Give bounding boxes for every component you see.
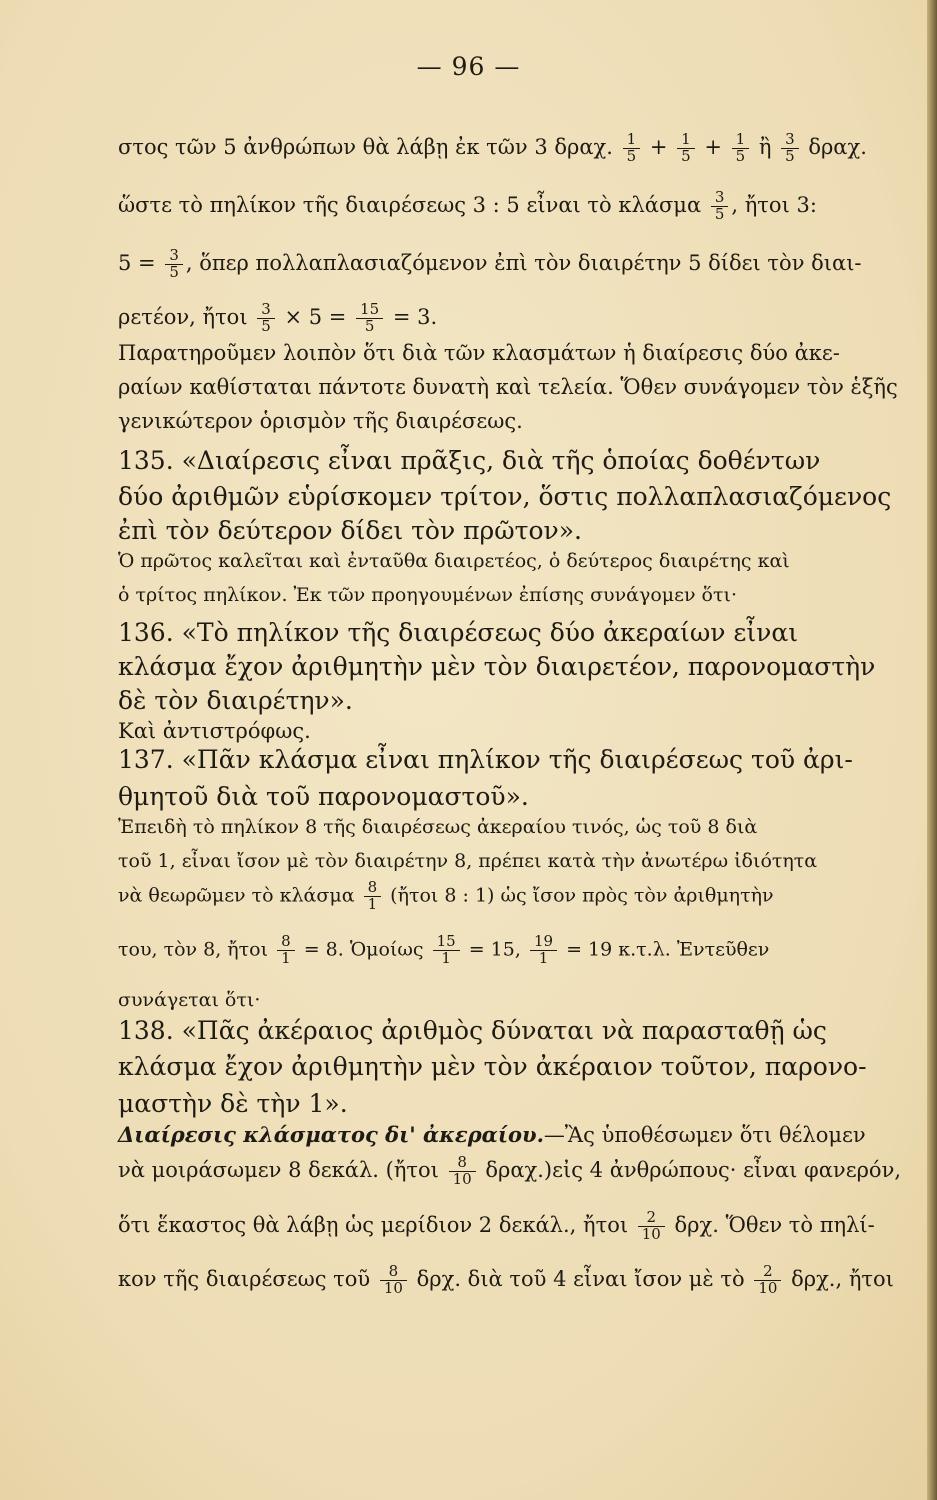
fraction xyxy=(530,934,557,967)
text-run: —Ἂς ὑποθέσωμεν ὅτι θέλομεν xyxy=(543,1123,866,1147)
fraction-numerator: 3 xyxy=(711,190,729,207)
text-run: , ἤτοι 3: xyxy=(731,192,817,217)
text-run: κλάσμα ἔχον ἀριθμητὴν μὲν τὸν διαιρετέον, παρονομαστὴν xyxy=(118,652,876,681)
text-run: δρχ., ἤτοι xyxy=(784,1266,894,1291)
text-run: 136. «Τὸ πηλίκον τῆς διαιρέσεως δύο ἀκεραίων εἶναι xyxy=(118,618,799,647)
fraction xyxy=(781,132,799,165)
text-line xyxy=(118,586,737,605)
text-run: κλάσμα ἔχον ἀριθμητὴν μὲν τὸν ἀκέραιον τοῦτον, παρονο- xyxy=(118,1052,867,1081)
text-run: ραίων καθίσταται πάντοτε δυνατὴ καὶ τελεία. Ὅθεν συνάγομεν τὸν ἑξῆς xyxy=(118,375,898,399)
text-line xyxy=(118,1091,348,1116)
text-line xyxy=(118,784,529,809)
fraction-denominator: 5 xyxy=(626,146,637,165)
text-line xyxy=(118,1155,901,1188)
text-line xyxy=(118,411,523,432)
text-line xyxy=(118,132,867,165)
fraction-denominator: 10 xyxy=(758,1278,778,1297)
text-run: ὁ τρίτος πηλίκον. Ἐκ τῶν προηγουμένων ἐπίσης συνάγομεν ὅτι· xyxy=(118,584,737,606)
text-run: νὰ μοιράσωμεν 8 δεκάλ. (ἤτοι xyxy=(118,1157,446,1182)
fraction xyxy=(380,1264,407,1297)
text-run: ρετέον, ἤτοι xyxy=(118,304,255,329)
text-run: ἐπὶ τὸν δεύτερον δίδει τὸν πρῶτον». xyxy=(118,516,582,545)
fraction-numerator: 15 xyxy=(433,934,460,951)
text-run: δραχ. xyxy=(801,134,867,159)
text-line xyxy=(118,747,853,772)
fraction-denominator: 10 xyxy=(641,1224,661,1243)
fraction-denominator: 1 xyxy=(538,948,549,967)
text-line xyxy=(118,343,840,364)
text-run: δὲ τὸν διαιρέτην». xyxy=(118,686,353,715)
text-run: = 8. Ὁμοίως xyxy=(297,938,430,961)
text-line xyxy=(118,248,862,281)
fraction xyxy=(623,132,641,165)
fraction-denominator: 1 xyxy=(367,894,378,913)
text-run: δραχ.)εἰς 4 ἀνθρώπους· εἶναι φανερόν, xyxy=(478,1157,902,1182)
text-line xyxy=(118,654,875,679)
text-run: δύο ἀριθμῶν εὑρίσκομεν τρίτον, ὅστις πολλαπλασιαζόμενος xyxy=(118,482,892,511)
fraction xyxy=(165,248,183,281)
fraction-numerator: 2 xyxy=(754,1264,781,1281)
fraction xyxy=(638,1210,665,1243)
fraction-denominator: 5 xyxy=(681,146,691,165)
fraction xyxy=(277,934,295,967)
fraction-numerator: 8 xyxy=(277,934,295,951)
fraction xyxy=(257,302,275,335)
text-line xyxy=(118,1210,875,1243)
fraction-numerator: 3 xyxy=(257,302,275,319)
fraction xyxy=(732,132,750,165)
text-run: Παρατηροῦμεν λοιπὸν ὅτι διὰ τῶν κλασμάτων ἡ διαίρεσις δύο ἀκε- xyxy=(118,341,840,365)
text-line xyxy=(118,448,820,473)
text-line xyxy=(118,552,790,571)
fraction-numerator: 1 xyxy=(677,132,695,149)
fraction-numerator: 8 xyxy=(364,880,382,897)
text-line xyxy=(118,1124,866,1146)
fraction-numerator: 8 xyxy=(380,1264,407,1281)
text-run: ὥστε τὸ πηλίκον τῆς διαιρέσεως 3 : 5 εἶναι τὸ κλάσμα xyxy=(118,192,708,217)
text-run: του, τὸν 8, ἤτοι xyxy=(118,938,275,961)
fraction-numerator: 3 xyxy=(165,248,183,265)
text-run: συνάγεται ὅτι· xyxy=(118,989,261,1011)
fraction-numerator: 3 xyxy=(781,132,799,149)
text-run: τοῦ 1, εἶναι ἴσον μὲ τὸν διαιρέτην 8, πρέπει κατὰ τὴν ἀνωτέρω ἰδιότητα xyxy=(118,850,818,872)
fraction-denominator: 5 xyxy=(714,204,725,223)
fraction xyxy=(364,880,382,913)
text-line xyxy=(118,688,353,713)
text-line xyxy=(118,852,817,871)
text-run: + xyxy=(643,134,675,159)
fraction-denominator: 5 xyxy=(364,316,375,335)
fraction-denominator: 1 xyxy=(281,948,291,967)
section-heading-italic: Διαίρεσις κλάσματος δι' ἀκεραίου. xyxy=(118,1122,544,1147)
fraction-denominator: 5 xyxy=(735,146,746,165)
text-line xyxy=(118,818,757,837)
text-run: = 3. xyxy=(386,304,438,329)
text-run: 137. «Πᾶν κλάσμα εἶναι πηλίκον τῆς διαιρέσεως τοῦ ἀρι- xyxy=(118,745,853,774)
text-line xyxy=(118,190,817,223)
fraction xyxy=(754,1264,781,1297)
text-run: , ὅπερ πολλαπλασιαζόμενον ἐπὶ τὸν διαιρέτην 5 δίδει τὸν διαι- xyxy=(185,250,862,275)
text-run: μαστὴν δὲ τὴν 1». xyxy=(118,1089,348,1118)
text-run: στος τῶν 5 ἀνθρώπων θὰ λάβῃ ἐκ τῶν 3 δραχ. xyxy=(118,134,620,159)
text-line xyxy=(118,377,898,398)
text-line xyxy=(118,484,891,509)
fraction-denominator: 1 xyxy=(441,948,451,967)
text-run: ὅτι ἕκαστος θὰ λάβῃ ὡς μερίδιον 2 δεκάλ., ἤτοι xyxy=(118,1212,635,1237)
page-number: — 96 — xyxy=(416,52,521,81)
fraction-numerator: 19 xyxy=(530,934,557,951)
text-run: δρχ. διὰ τοῦ 4 εἶναι ἴσον μὲ τὸ xyxy=(409,1266,752,1291)
text-line xyxy=(118,721,311,742)
text-run: γενικώτερον ὁρισμὸν τῆς διαιρέσεως. xyxy=(118,409,523,433)
fraction-numerator: 1 xyxy=(732,132,750,149)
text-line xyxy=(118,934,769,967)
text-run: = 15, xyxy=(462,938,527,961)
fraction-denominator: 5 xyxy=(261,316,271,335)
text-run: Καὶ ἀντιστρόφως. xyxy=(118,719,311,743)
fraction xyxy=(356,302,383,335)
text-line xyxy=(118,302,437,335)
text-run: Ὁ πρῶτος καλεῖται καὶ ἐνταῦθα διαιρετέος, ὁ δεύτερος διαιρέτης καὶ xyxy=(118,550,790,572)
text-run: ἢ xyxy=(752,134,779,159)
text-run: = 19 κ.τ.λ. Ἐντεῦθεν xyxy=(560,938,770,961)
text-run: 135. «Διαίρεσις εἶναι πρᾶξις, διὰ τῆς ὁποίας δοθέντων xyxy=(118,446,821,475)
text-line xyxy=(118,1264,894,1297)
fraction xyxy=(711,190,729,223)
text-line xyxy=(118,1018,827,1043)
fraction-denominator: 5 xyxy=(785,146,795,165)
fraction xyxy=(449,1155,476,1188)
text-line xyxy=(118,620,798,645)
text-run: + xyxy=(697,134,729,159)
fraction-numerator: 15 xyxy=(356,302,383,319)
fraction-numerator: 8 xyxy=(449,1155,476,1172)
text-run: κον τῆς διαιρέσεως τοῦ xyxy=(118,1266,377,1291)
fraction-denominator: 10 xyxy=(383,1278,403,1297)
text-line xyxy=(118,1054,867,1079)
text-line xyxy=(118,991,260,1010)
fraction xyxy=(677,132,695,165)
fraction-numerator: 2 xyxy=(638,1210,665,1227)
text-run: × 5 = xyxy=(277,304,354,329)
page-edge-shadow xyxy=(927,0,937,1500)
fraction-denominator: 5 xyxy=(169,262,179,281)
fraction xyxy=(433,934,460,967)
text-line xyxy=(118,880,774,913)
text-run: θμητοῦ διὰ τοῦ παρονομαστοῦ». xyxy=(118,782,529,811)
text-line xyxy=(118,518,582,543)
text-run: Ἐπειδὴ τὸ πηλίκον 8 τῆς διαιρέσεως ἀκεραίου τινός, ὡς τοῦ 8 διὰ xyxy=(118,816,758,838)
text-run: νὰ θεωρῶμεν τὸ κλάσμα xyxy=(118,884,361,907)
fraction-denominator: 10 xyxy=(452,1169,472,1188)
text-run: 138. «Πᾶς ἀκέραιος ἀριθμὸς δύναται νὰ παρασταθῇ ὡς xyxy=(118,1016,827,1045)
text-run: δρχ. Ὅθεν τὸ πηλί- xyxy=(667,1212,875,1237)
fraction-numerator: 1 xyxy=(623,132,641,149)
text-run: 5 = xyxy=(118,250,163,275)
text-run: (ἤτοι 8 : 1) ὡς ἴσον πρὸς τὸν ἀριθμητὴν xyxy=(384,884,774,907)
